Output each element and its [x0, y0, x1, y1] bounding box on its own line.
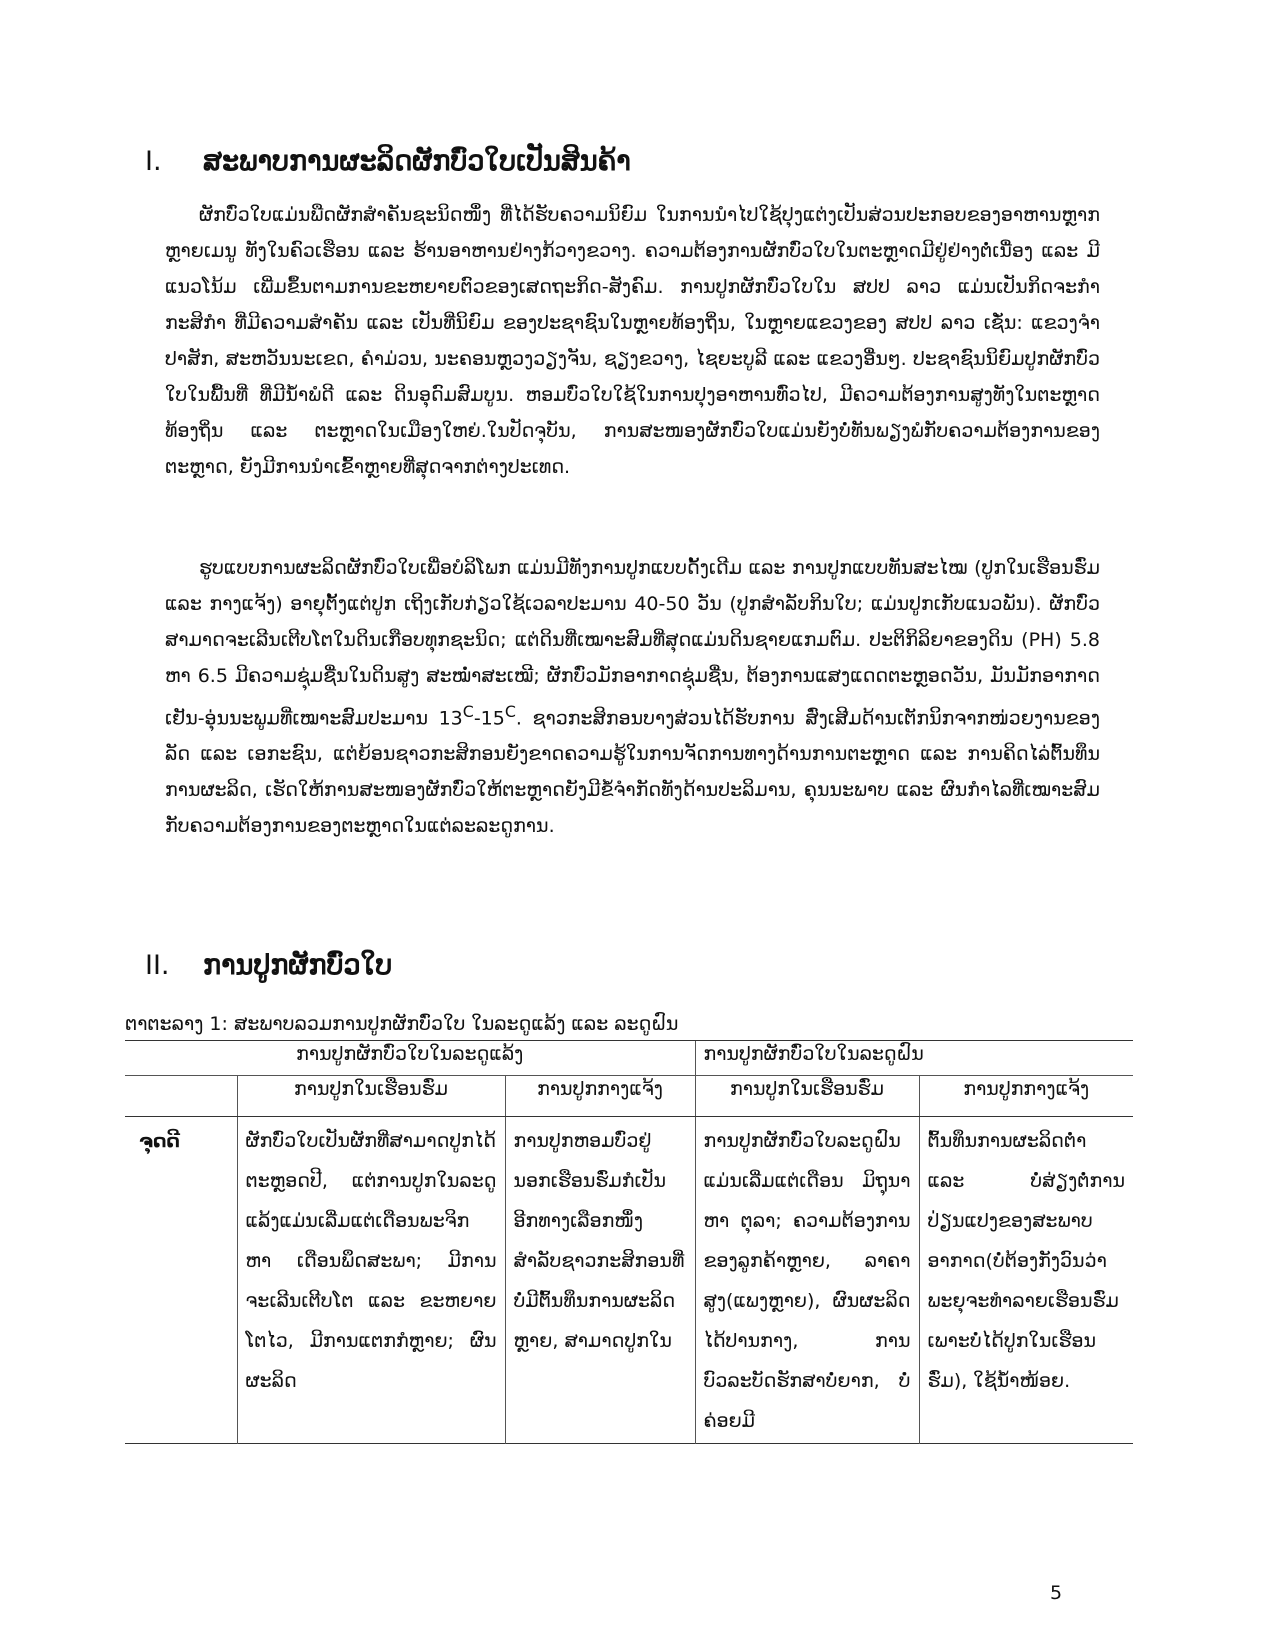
sub-header-open-field: ການປູກກາງແຈ້ງ	[919, 1076, 1133, 1117]
group-header-dry-season: ການປູກຜັກບົ່ວໃບໃນລະດູແລ້ງ	[125, 1041, 695, 1076]
paragraph-3: ຊາວກະສິກອນບາງສ່ວນໄດ້ຮັບການ ສົ່ງເສີມດ້ານເຕັກນິກຈາກໜ່ວຍງານຂອງລັດ ແລະ ເອກະຊົນ, ແຕ່ຍ້ອນຊາວກະສິກອນຍັງຂາດຄວາມຮູ້ໃນການຈັດການທາງດ້ານການຕະຫຼາດ ແລະ ການຄິດໄລ່ຕົ້ນທຶນການຜະລິດ, ເຮັດໃຫ້ການສະໜອງຜັກບົ່ວໃຫ້ຕະຫຼາດຍັງມີຂໍ້ຈຳກັດທັງດ້ານປະລິມານ, ຄຸນນະພາບ ແລະ ຜົນກຳໄລທີ່ເໝາະສົມກັບຄວາມຕ້ອງການຂອງຕະຫຼາດໃນແຕ່ລະລະດູການ.	[165, 707, 1100, 838]
page-number: 5	[1050, 1582, 1063, 1604]
table-cell: ຜັກບົ່ວໃບເປັນຜັກທີ່ສາມາດປູກໄດ້ຕະຫຼອດປີ, ແຕ່ການປູກໃນລະດູແລ້ງແມ່ນເລີ່ມແຕ່ເດືອນພະຈິກ ຫາ ເດືອນພຶດສະພາ; ມີການຈະເລີນເຕີບໂຕ ແລະ ຂະຫຍາຍໂຕໄວ, ມີການແຕກກໍຫຼາຍ; ຜົນຜະລິດ	[237, 1117, 505, 1444]
table-cell: ການປູກຜັກບົ່ວໃບລະດູຝົນແມ່ນເລີ່ມແຕ່ເດືອນ ມິຖຸນາ ຫາ ຕຸລາ; ຄວາມຕ້ອງການ ຂອງລູກຄ້າຫຼາຍ, ລາຄາສູງ(ແພງຫຼາຍ), ຜົນຜະລິດໄດ້ປານກາງ, ການບົວລະບັດຮັກສາບໍ່ຍາກ, ບໍ່ຄ່ອຍມີ	[695, 1117, 919, 1444]
unit-superscript: C	[504, 702, 516, 721]
paragraph-2: ຮູບແບບການຜະລິດຜັກບົ່ວໃບເພື່ອບໍລິໂພກ ແມ່ນມີທັງການປູກແບບດັ້ງເດີມ ແລະ ການປູກແບບທັນສະໄໝ (ປູກໃນເຮືອນຮົ່ມ ແລະ ກາງແຈ້ງ) ອາຍຸຕັ້ງແຕ່ປູກ ເຖິງເກັບກ່ຽວໃຊ້ເວລາປະມານ 40-50 ວັນ (ປູກສຳລັບກິນໃບ; ແມ່ນປູກເກັບແນວພັນ). ຜັກບົ່ວສາມາດຈະເລີນເຕີບໂຕໃນດິນເກືອບທຸກຊະນິດ; ແຕ່ດິນທີ່ເໝາະສົມທີ່ສຸດແມ່ນດິນຊາຍແກມຕົມ. ປະຕິກິລິຍາຂອງດິນ (PH) 5.8 ຫາ 6.5 ມີຄວາມຊຸ່ມຊື່ນໃນດິນສູງ ສະໝໍ່າສະເໝີ; ຜັກບົ່ວມັກອາກາດຊຸ່ມຊື່ນ, ຕ້ອງການແສງແດດຕະຫຼອດວັນ, ມັນມັກອາກາດເຢັນ-ອຸ່ນນະພູມທີ່ເໝາະສົມປະມານ $13^C-15^C$. ຊາວກະສິກອນບາງສ່ວນໄດ້ຮັບການ ສົ່ງເສີມດ້ານເຕັກນິກຈາກໜ່ວຍງານຂອງລັດ ແລະ ເອກະຊົນ, ແຕ່ຍ້ອນຊາວກະສິກອນຍັງຂາດຄວາມຮູ້ໃນການຈັດການທາງດ້ານການຕະຫຼາດ ແລະ ການຄິດໄລ່ຕົ້ນທຶນການຜະລິດ, ເຮັດໃຫ້ການສະໜອງຜັກບົ່ວໃຫ້ຕະຫຼາດຍັງມີຂໍ້ຈຳກັດທັງດ້ານປະລິມານ, ຄຸນນະພາບ ແລະ ຜົນກຳໄລທີ່ເໝາະສົມກັບຄວາມຕ້ອງການຂອງຕະຫຼາດໃນແຕ່ລະລະດູການ.	[165, 557, 1100, 838]
sub-header-greenhouse: ການປູກໃນເຮືອນຮົ່ມ	[695, 1076, 919, 1117]
section-title: ການປູກຜັກບົ່ວໃບ	[203, 950, 393, 981]
section-title: ສະພາບການຜະລິດຜັກບົ່ວໃບເປັນສິນຄ້າ	[203, 146, 631, 177]
group-header-rainy-season: ການປູກຜັກບົ່ວໃບໃນລະດູຝົນ	[695, 1041, 1133, 1076]
table-cell: ຕົ້ນທຶນການຜະລິດຕ່ຳ ແລະ ບໍ່ສ່ຽງຕໍ່ການປ່ຽນແປງຂອງສະພາບອາກາດ(ບໍ່ຕ້ອງກັງວົນວ່າພະຍຸຈະທຳລາຍເຮືອນຮົ່ມເພາະບໍ່ໄດ້ປູກໃນເຮືອນຮົ່ມ), ໃຊ້ນ້ຳໜ້ອຍ.	[919, 1117, 1133, 1444]
empty-header-cell	[125, 1076, 237, 1117]
section-heading-1	[145, 146, 631, 177]
paragraph-1: ຜັກບົ່ວໃບແມ່ນພືດຜັກສຳຄັນຊະນິດໜຶ່ງ ທີ່ໄດ້ຮັບຄວາມນິຍົມ ໃນການນຳໄປໃຊ້ປຸງແຕ່ງເປັນສ່ວນປະກອບຂອງອາຫານຫຼາກຫຼາຍເມນູ ທັງໃນຄົວເຮືອນ ແລະ ຮ້ານອາຫານຢ່າງກ້ວາງຂວາງ. ຄວາມຕ້ອງການຜັກບົ່ວໃບໃນຕະຫຼາດມີຢູ່ຢ່າງຕໍ່ເນື່ອງ ແລະ ມີແນວໂນ້ມ ເພີ່ມຂຶ້ນຕາມການຂະຫຍາຍຕົວຂອງເສດຖະກິດ-ສັງຄົມ. ການປູກຜັກບົ່ວໃບໃນ ສປປ ລາວ ແມ່ນເປັນກິດຈະກຳກະສິກຳ ທີ່ມີຄວາມສຳຄັນ ແລະ ເປັນທີ່ນິຍົມ ຂອງປະຊາຊົນໃນຫຼາຍທ້ອງຖິ່ນ, ໃນຫຼາຍແຂວງຂອງ ສປປ ລາວ ເຊັ່ນ: ແຂວງຈຳປາສັກ, ສະຫວັນນະເຂດ, ຄຳມ່ວນ, ນະຄອນຫຼວງວຽງຈັນ, ຊຽງຂວາງ, ໄຊຍະບູລີ ແລະ ແຂວງອື່ນໆ. ປະຊາຊົນນິຍົມປູກຜັກບົ່ວໃບໃນພື້ນທີ່ ທີ່ມີນ້ຳພໍດີ ແລະ ດິນອຸດົມສົມບູນ. ຫອມບົ່ວໃບໃຊ້ໃນການປຸງອາຫານທົ່ວໄປ, ມີຄວາມຕ້ອງການສູງທັງໃນຕະຫຼາດທ້ອງຖິ່ນ ແລະ ຕະຫຼາດໃນເມືອງໃຫຍ່.ໃນປັດຈຸບັນ, ການສະໜອງຜັກບົ່ວໃບແມ່ນຍັງບໍ່ທັນພຽງພໍກັບຄວາມຕ້ອງການຂອງຕະຫຼາດ, ຍັງມີການນຳເຂົ້າຫຼາຍທີ່ສຸດຈາກຕ່າງປະເທດ.	[165, 204, 1100, 478]
sub-header-open-field: ການປູກກາງແຈ້ງ	[505, 1076, 695, 1117]
section-number: I.	[145, 146, 162, 177]
section-number: II.	[145, 950, 170, 981]
table-caption: ຕາຕະລາງ 1: ສະພາບລວມການປູກຜັກບົ່ວໃບ ໃນລະດູແລ້ງ ແລະ ລະດູຝົນ	[125, 1013, 679, 1035]
unit-superscript: C	[462, 702, 474, 721]
row-label: ຈຸດດີ	[139, 1130, 180, 1152]
section-heading-2	[145, 950, 392, 981]
sub-header-greenhouse: ການປູກໃນເຮືອນຮົ່ມ	[237, 1076, 505, 1117]
table-row	[125, 1117, 1133, 1444]
comparison-table	[125, 1040, 1133, 1444]
table-cell: ການປູກຫອມບົ່ວຢູ່ນອກເຮືອນຮົ່ມກໍເປັນອີກທາງເລືອກໜຶ່ງສຳລັບຊາວກະສິກອນທີ່ບໍ່ມີຕົ້ນທຶນການຜະລິດຫຼາຍ, ສາມາດປູກໃນ	[505, 1117, 695, 1444]
